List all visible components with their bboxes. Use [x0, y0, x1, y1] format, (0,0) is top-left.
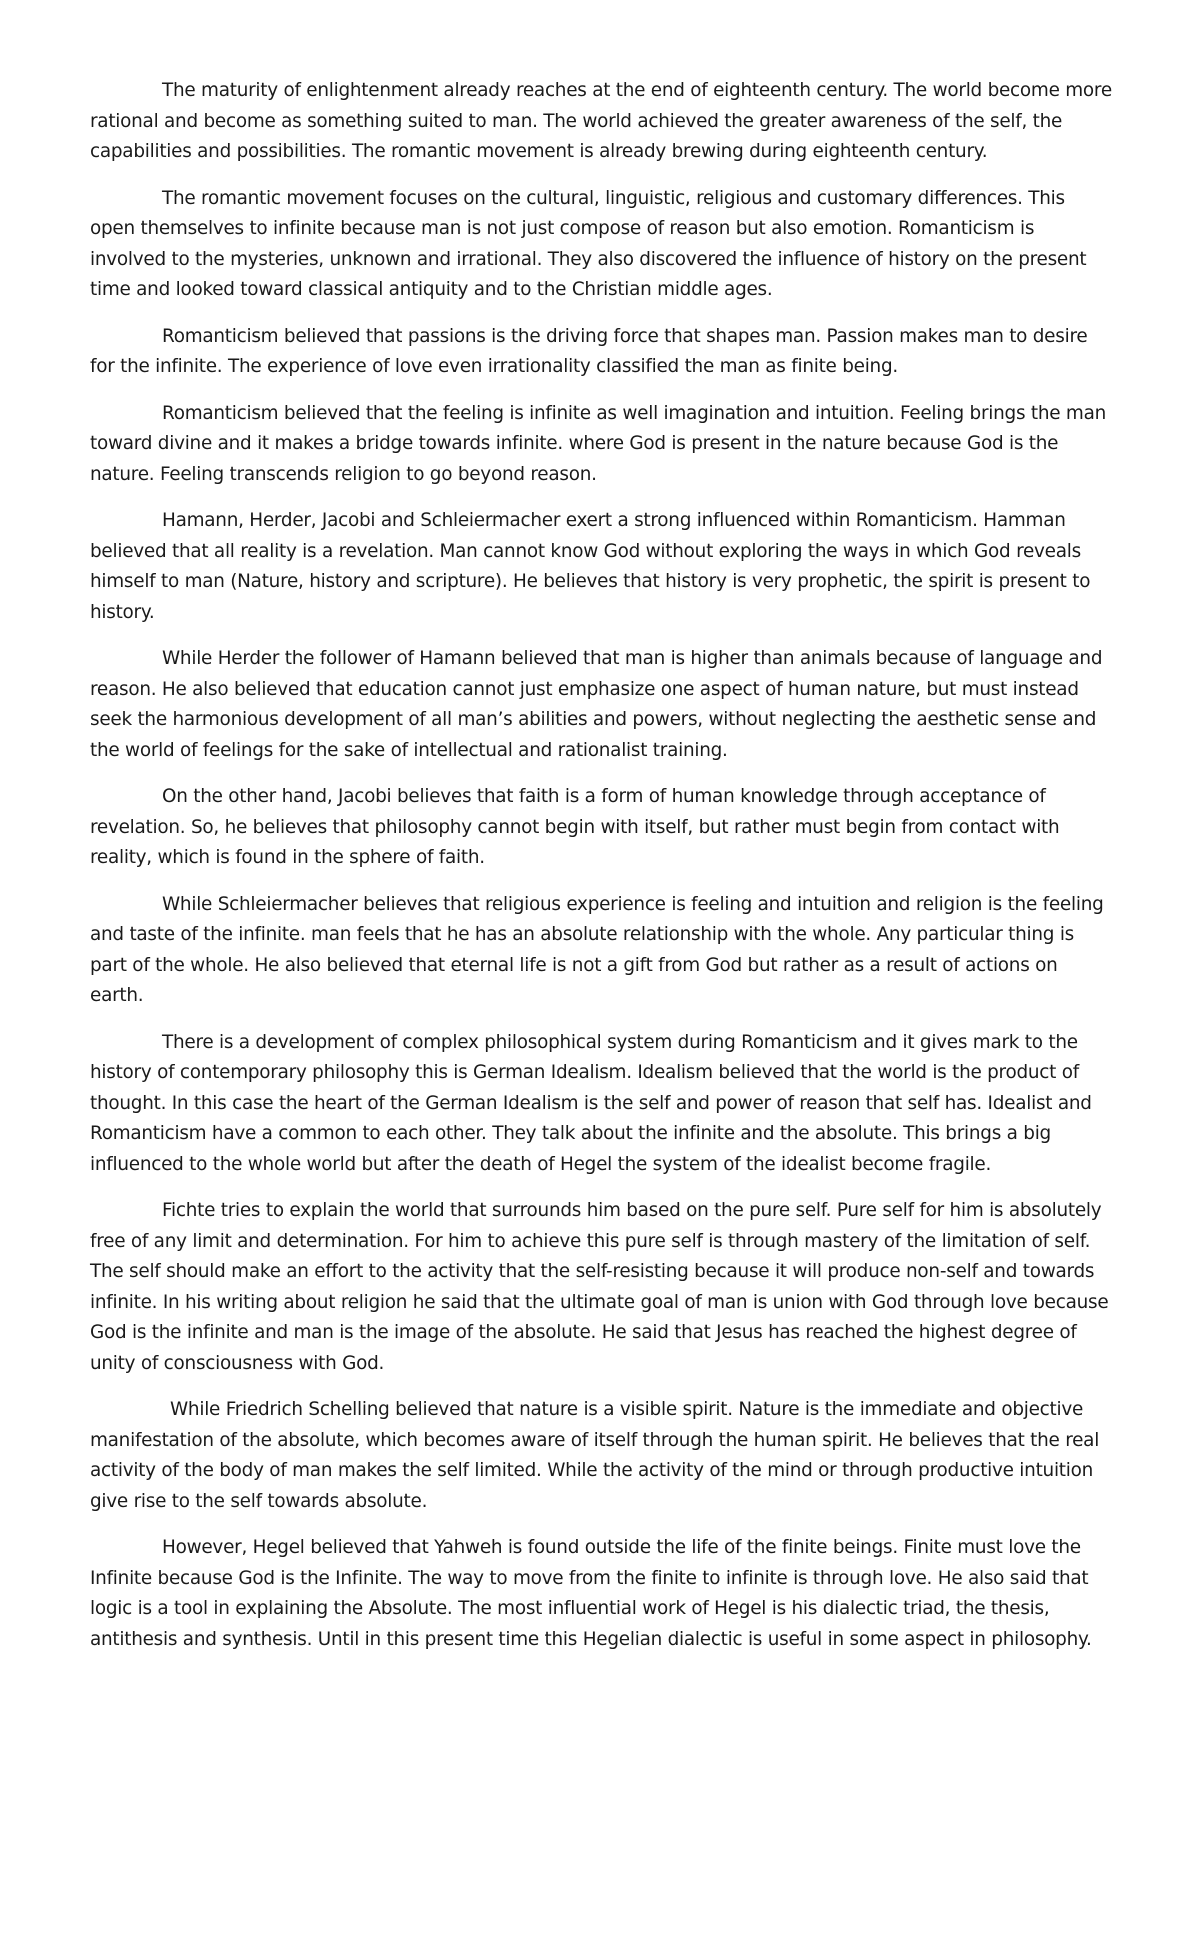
- paragraph-schleiermacher: While Schleiermacher believes that religious experience is feeling and intuition and religion is the feeling and taste of the infinite. man feels that he has an absolute relationship with the whole. Any particular thing is part of the whole. He also believed that eternal life is not a gift from God but rather as a result of actions on earth.: [90, 893, 1104, 1006]
- paragraph-herder: While Herder the follower of Hamann believed that man is higher than animals because of language and reason. He also believed that education cannot just emphasize one aspect of human nature, but must instead seek the harmonious development of all man’s abilities and powers, without neglecting the aesthetic sense and the world of feelings for the sake of intellectual and rationalist training.: [90, 648, 1103, 761]
- paragraph-enlightenment: The maturity of enlightenment already reaches at the end of eighteenth century. The world become more rational and become as something suited to man. The world achieved the greater awareness of the self, the capabilities and possibilities. The romantic movement is already brewing during eighteenth century.: [90, 80, 1112, 162]
- paragraph-hamann: Hamann, Herder, Jacobi and Schleiermacher exert a strong influenced within Romanticism. Hamman believed that all reality is a revelation. Man cannot know God without exploring the ways in which God reveals himself to man (Nature, history and scripture). He believes that history is very prophetic, the spirit is present to history.: [90, 510, 1091, 623]
- paragraph-fichte: Fichte tries to explain the world that surrounds him based on the pure self. Pure self for him is absolutely free of any limit and determination. For him to achieve this pure self is through mastery of the limitation of self. The self should make an effort to the activity that the self-resisting because it will produce non-self and towards infinite. In his writing about religion he said that the ultimate goal of man is union with God through love because God is the infinite and man is the image of the absolute. He said that Jesus has reached the highest degree of unity of consciousness with God.: [90, 1200, 1109, 1374]
- paragraph-jacobi: On the other hand, Jacobi believes that faith is a form of human knowledge through acceptance of revelation. So, he believes that philosophy cannot begin with itself, but rather must begin from contact with reality, which is found in the sphere of faith.: [90, 786, 1060, 868]
- paragraph-passions: Romanticism believed that passions is the driving force that shapes man. Passion makes man to desire for the infinite. The experience of love even irrationality classified the man as finite being.: [90, 325, 1088, 377]
- paragraph-schelling: While Friedrich Schelling believed that nature is a visible spirit. Nature is the immediate and objective manifestation of the absolute, which becomes aware of itself through the human spirit. He believes that the real activity of the body of man makes the self limited. While the activity of the mind or through productive intuition give rise to the self towards absolute.: [90, 1399, 1100, 1512]
- document-body: [90, 76, 1112, 1671]
- paragraph-hegel: However, Hegel believed that Yahweh is found outside the life of the finite beings. Finite must love the Infinite because God is the Infinite. The way to move from the finite to infinite is through love. He also said that logic is a tool in explaining the Absolute. The most influential work of Hegel is his dialectic triad, the thesis, antithesis and synthesis. Until in this present time this Hegelian dialectic is useful in some aspect in philosophy.: [90, 1537, 1092, 1650]
- paragraph-feeling: Romanticism believed that the feeling is infinite as well imagination and intuition. Feeling brings the man toward divine and it makes a bridge towards infinite. where God is present in the nature because God is the nature. Feeling transcends religion to go beyond reason.: [90, 402, 1107, 485]
- paragraph-german-idealism: There is a development of complex philosophical system during Romanticism and it gives mark to the history of contemporary philosophy this is German Idealism. Idealism believed that the world is the product of thought. In this case the heart of the German Idealism is the self and power of reason that self has. Idealist and Romanticism have a common to each other. They talk about the infinite and the absolute. This brings a big influenced to the whole world but after the death of Hegel the system of the idealist become fragile.: [90, 1031, 1092, 1175]
- paragraph-romantic-movement: The romantic movement focuses on the cultural, linguistic, religious and customary differences. This open themselves to infinite because man is not just compose of reason but also emotion. Romanticism is involved to the mysteries, unknown and irrational. They also discovered the influence of history on the present time and looked toward classical antiquity and to the Christian middle ages.: [90, 187, 1087, 300]
